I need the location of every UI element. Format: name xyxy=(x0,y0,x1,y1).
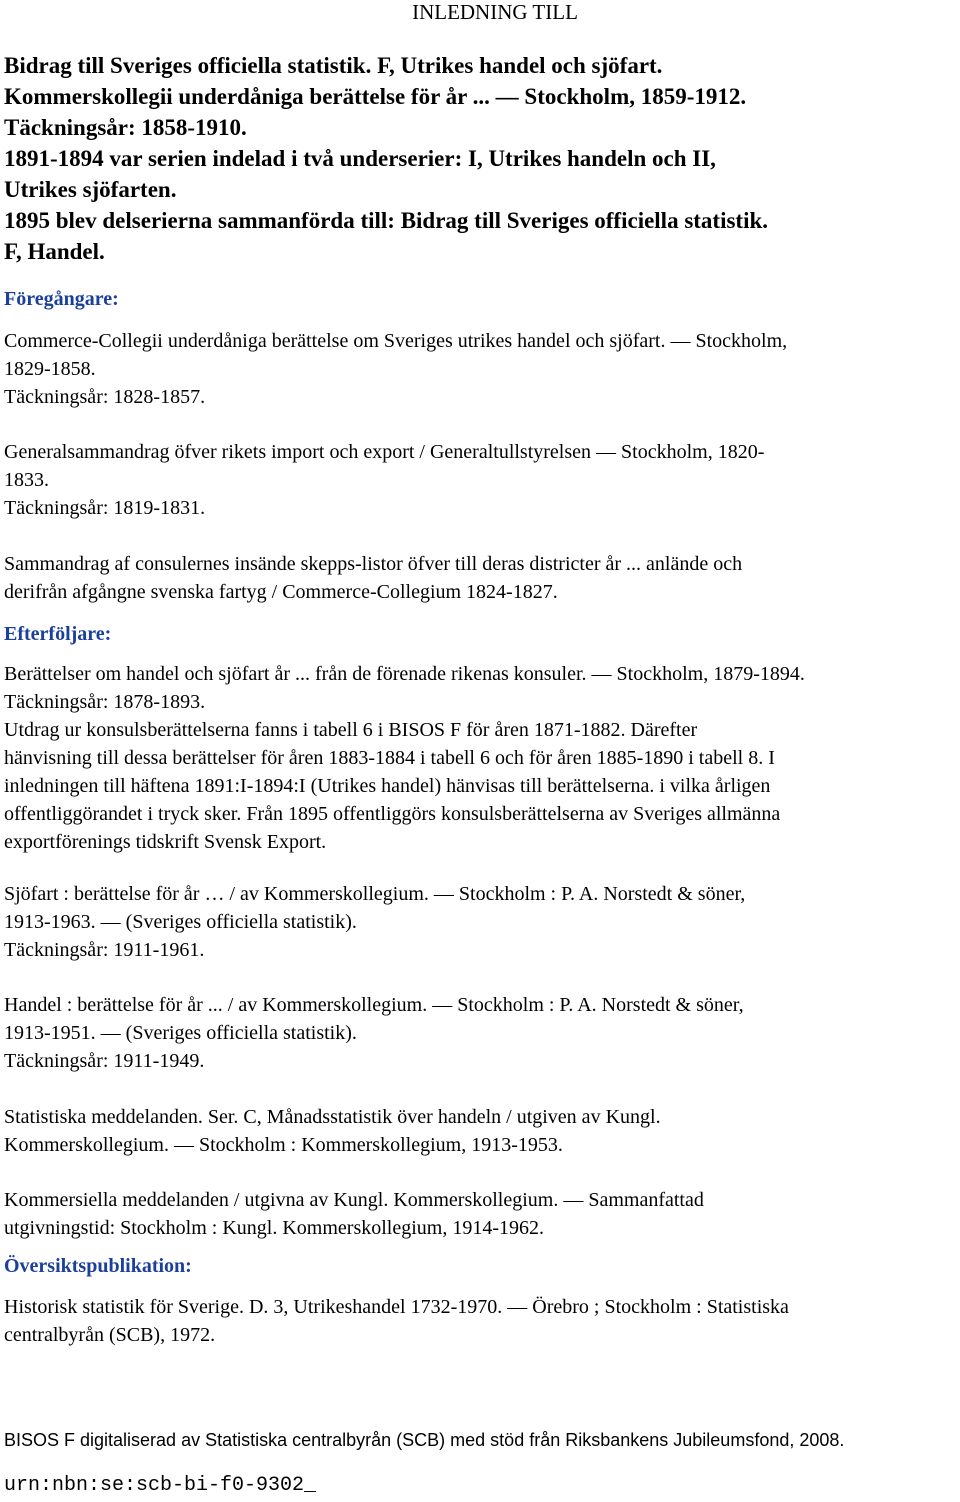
entry-line: Kommerskollegium. — Stockholm : Kommerskollegium, 1913-1953. xyxy=(4,1134,563,1156)
successor-entry xyxy=(4,660,956,856)
entry-line: inledningen till häftena 1891:I-1894:I (Utrikes handel) hänvisas till berättelserna. i vilka årligen xyxy=(4,775,771,797)
title-line: Täckningsår: 1858-1910. xyxy=(4,115,247,140)
predecessors-heading: Föregångare: xyxy=(4,288,119,310)
entry-line: centralbyrån (SCB), 1972. xyxy=(4,1324,216,1346)
entry-line: utgivningstid: Stockholm : Kungl. Kommerskollegium, 1914-1962. xyxy=(4,1217,544,1239)
entry-line: Sjöfart : berättelse för år … / av Kommerskollegium. — Stockholm : P. A. Norstedt & söner, xyxy=(4,883,746,905)
predecessor-entry xyxy=(4,438,956,522)
series-title xyxy=(4,50,954,267)
title-line: Utrikes sjöfarten. xyxy=(4,177,177,202)
digitization-footer: BISOS F digitaliserad av Statistiska centralbyrån (SCB) med stöd från Riksbankens Jubileumsfond, 2008. xyxy=(4,1430,845,1450)
entry-line: Commerce-Collegii underdåniga berättelse om Sveriges utrikes handel och sjöfart. — Stockholm, xyxy=(4,330,788,352)
entry-line: Täckningsår: 1911-1949. xyxy=(4,1050,205,1072)
title-line: 1895 blev delserierna sammanförda till: Bidrag till Sveriges officiella statistik. xyxy=(4,208,769,233)
predecessor-entry xyxy=(4,550,956,606)
urn-identifier: urn:nbn:se:scb-bi-f0-9302_ xyxy=(4,1474,317,1497)
entry-line: exportförenings tidskrift Svensk Export. xyxy=(4,831,327,853)
successor-entry xyxy=(4,1186,956,1242)
entry-line: Sammandrag af consulernes insände skepps-listor öfver till deras districter år ... anlände och xyxy=(4,553,743,575)
successor-entry xyxy=(4,880,956,964)
successor-entry xyxy=(4,991,956,1075)
entry-line: 1913-1963. — (Sveriges officiella statistik). xyxy=(4,911,357,933)
title-line: 1891-1894 var serien indelad i två underserier: I, Utrikes handeln och II, xyxy=(4,146,716,171)
entry-line: Täckningsår: 1911-1961. xyxy=(4,939,205,961)
title-line: Kommerskollegii underdåniga berättelse för år ... — Stockholm, 1859-1912. xyxy=(4,84,747,109)
title-line: F, Handel. xyxy=(4,239,105,264)
entry-line: Statistiska meddelanden. Ser. C, Månadsstatistik över handeln / utgiven av Kungl. xyxy=(4,1106,661,1128)
successor-entry xyxy=(4,1103,956,1159)
entry-line: Generalsammandrag öfver rikets import och export / Generaltullstyrelsen — Stockholm, 1820- xyxy=(4,441,765,463)
successors-heading: Efterföljare: xyxy=(4,623,112,645)
overview-entry xyxy=(4,1293,956,1349)
overview-heading: Översiktspublikation: xyxy=(4,1255,192,1277)
entry-line: Handel : berättelse för år ... / av Kommerskollegium. — Stockholm : P. A. Norstedt & söner, xyxy=(4,994,744,1016)
entry-line: 1913-1951. — (Sveriges officiella statistik). xyxy=(4,1022,357,1044)
title-line: Bidrag till Sveriges officiella statistik. F, Utrikes handel och sjöfart. xyxy=(4,53,663,78)
page-header: INLEDNING TILL xyxy=(412,0,578,24)
entry-line: Täckningsår: 1878-1893. xyxy=(4,691,206,713)
entry-line: offentliggörandet i tryck sker. Från 1895 offentliggörs konsulsberättelserna av Sveriges allmänna xyxy=(4,803,781,825)
entry-line: Täckningsår: 1819-1831. xyxy=(4,497,206,519)
entry-line: Historisk statistik för Sverige. D. 3, Utrikeshandel 1732-1970. — Örebro ; Stockholm : Statistiska xyxy=(4,1296,789,1318)
entry-line: Kommersiella meddelanden / utgivna av Kungl. Kommerskollegium. — Sammanfattad xyxy=(4,1189,704,1211)
entry-line: 1833. xyxy=(4,469,49,491)
entry-line: Täckningsår: 1828-1857. xyxy=(4,386,206,408)
entry-line: hänvisning till dessa berättelser för åren 1883-1884 i tabell 6 och för åren 1885-1890 i tabell 8. I xyxy=(4,747,775,769)
entry-line: Utdrag ur konsulsberättelserna fanns i tabell 6 i BISOS F för åren 1871-1882. Därefter xyxy=(4,719,698,741)
entry-line: 1829-1858. xyxy=(4,358,96,380)
entry-line: Berättelser om handel och sjöfart år ... från de förenade rikenas konsuler. — Stockholm, 1879-1894. xyxy=(4,663,805,685)
predecessor-entry xyxy=(4,327,956,411)
entry-line: derifrån afgångne svenska fartyg / Commerce-Collegium 1824-1827. xyxy=(4,581,558,603)
